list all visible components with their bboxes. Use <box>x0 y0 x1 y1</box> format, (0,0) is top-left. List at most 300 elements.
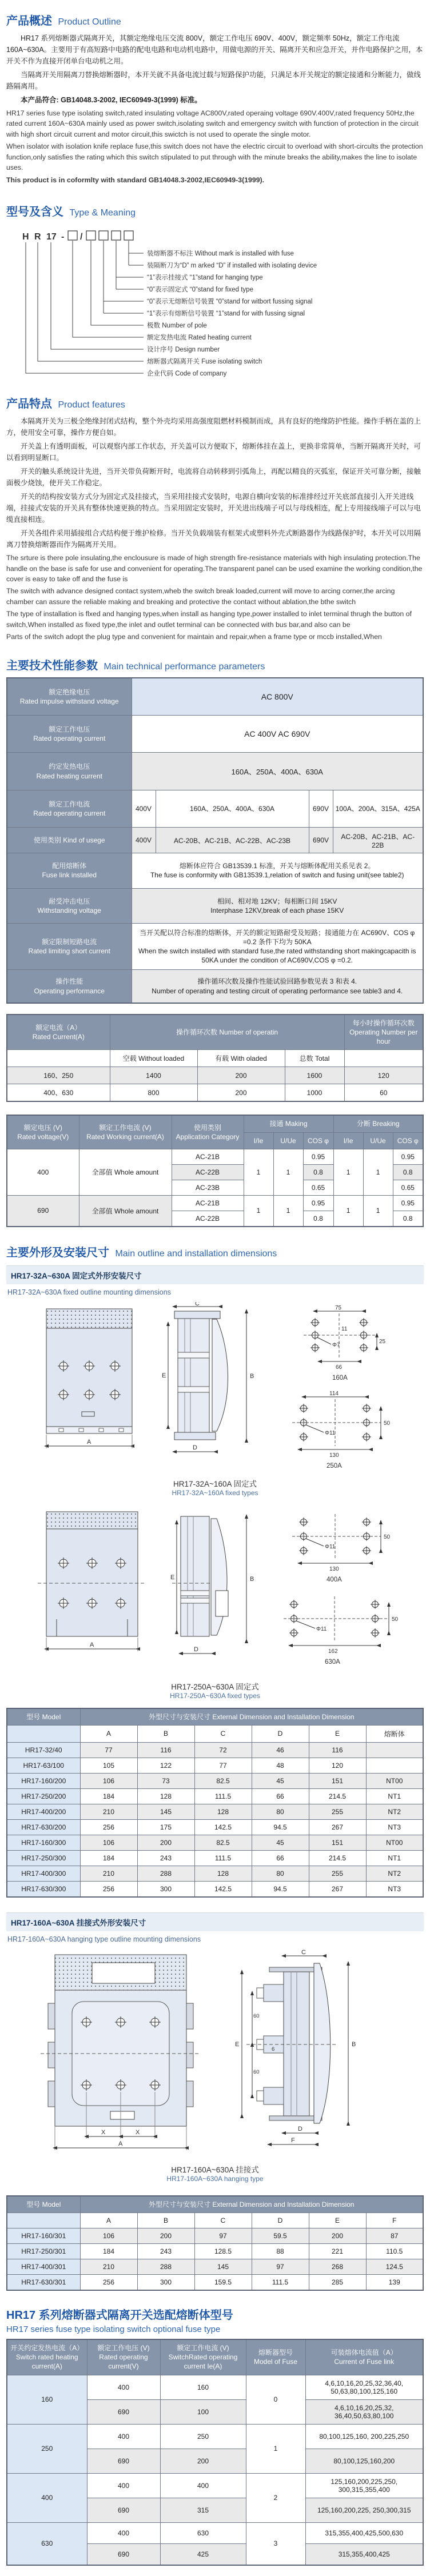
section-heading-features <box>6 394 424 411</box>
dim-cell: 94.5 <box>252 1819 309 1835</box>
type-label: “0”表示固定式 “0”stand for fixed type <box>147 286 253 294</box>
cell-voltage: 400 <box>87 2424 160 2449</box>
cell-voltage: 690 <box>87 2449 160 2473</box>
param-volt: 400V <box>132 828 156 853</box>
model-cell: HR17-630/300 <box>7 1881 80 1897</box>
side-view <box>162 1302 254 1452</box>
type-label: “0”表示无熔断信号装置 “0”stand for witbort fussing signal <box>147 298 313 306</box>
code-dash: - <box>61 232 65 242</box>
dim-cell: 120 <box>309 1758 366 1773</box>
pattern-title: 160A <box>332 1374 348 1381</box>
cell-fuse-model: 3 <box>246 2522 305 2565</box>
type-label: 极数 Number of pole <box>147 322 207 330</box>
dim-label-6: 6 <box>272 2046 275 2052</box>
feature-english: The type of installation is flxed and hanging types,when install as hanging type,power installed to inlet terminal thrugh the button of switch,When installed as fixed type,the inlet and outlet terminal can be connected with bus bar,and also can be <box>6 610 412 629</box>
dim-cell: 66 <box>252 1788 309 1804</box>
heading-zh: 产品概述 <box>6 15 52 27</box>
dim-cell: 80 <box>252 1804 309 1819</box>
feature-paragraph: 本隔离开关为三极全绝缘封闭式结构，整个外壳均采用高强度阻燃材料模制而成，具有良好的绝缘防护性能。操作手柄在盖的上方，使用安全可靠，操作方便自如。 <box>6 417 421 437</box>
dim-cell: 142.5 <box>194 1819 252 1835</box>
type-label: 装隔断刀为“D” m arked “D” if installed with isolating device <box>147 262 317 270</box>
sub-header: I/Ie <box>333 1132 363 1149</box>
col-letter: D <box>252 1725 309 1742</box>
dim-cell: 66 <box>252 1850 309 1866</box>
cell-current: 630 <box>160 2522 246 2543</box>
section-heading-fuse: HR17 系列熔断器式隔离开关选配熔断体型号 HR17 series fuse type isolating switch optional fuse type <box>6 2309 233 2335</box>
dim-label-F: F <box>291 2136 295 2144</box>
cell: 160、250 <box>7 1067 110 1084</box>
caption-hanging: HR17-160A~630A 挂接式 HR17-160A~630A hanging type <box>166 2165 264 2183</box>
col-header: 额定工作电压 (V) Rated operating current(V) <box>87 2339 160 2375</box>
dim-cell: 288 <box>137 1866 194 1881</box>
param-value: 熔断体应符合 GB13539.1 标准，开关与熔断体配用关系见表 2。 The fuse is conformity with GB13539.1,relation of switch and fusing unit(see table2) <box>132 853 423 888</box>
heading-en: Product Outline <box>58 17 121 27</box>
col-letter: B <box>137 1725 194 1742</box>
heading-zh: 主要外形及安装尺寸 <box>6 1246 109 1259</box>
model-cell: HR17-160/301 <box>7 2228 80 2244</box>
cell: 1 <box>363 1149 393 1195</box>
outline-english-standard: This product is in coformlty with standard GB14048.3-2002,IEC60949-3(1999). <box>6 175 265 184</box>
side-view <box>235 1949 356 2144</box>
dim-11: 11 <box>341 1325 348 1332</box>
cell-current: 160 <box>160 2375 246 2399</box>
cell: 1 <box>333 1195 363 1227</box>
dim-phi7: Φ7 <box>332 1341 340 1348</box>
cell-heating-current: 630 <box>7 2522 87 2565</box>
code-letter: H <box>22 232 29 242</box>
param-volt: 690V <box>309 828 333 853</box>
dim-cell: 184 <box>80 2244 137 2259</box>
model-cell: HR17-160/200 <box>7 1773 80 1788</box>
cell-voltage: 690 <box>7 1195 79 1227</box>
fixed-small-drawing <box>6 1302 429 1473</box>
param-volt: 400V <box>132 790 156 827</box>
dim-label-C: C <box>195 1301 200 1307</box>
dim-cell: 97 <box>252 2259 309 2275</box>
type-label: 熔断器式隔离开关 Fuse isolating switch <box>147 358 262 366</box>
dim-cell <box>366 1742 423 1758</box>
col-letter: B <box>137 2213 194 2228</box>
dim-cell: 73 <box>137 1773 194 1788</box>
col-header: 使用类别 Application Category <box>172 1115 244 1149</box>
dim-label-B: B <box>250 1372 254 1380</box>
cell-heating-current: 400 <box>7 2473 87 2522</box>
param-value: 100A、200A、315A、425A <box>333 790 423 827</box>
col-letter: C <box>194 1725 252 1742</box>
empty-cell <box>7 1725 80 1742</box>
param-value: 160A、250A、400A、630A <box>156 790 309 827</box>
col-header: 额定工作电流 (V) SwitchRated operating current Ie(A) <box>160 2339 246 2375</box>
cell-fuse-links: 4,6,10,16,20,25,32,36,40, 50,63,80,100,125,160 <box>305 2375 423 2399</box>
param-value: 当开关配以符合标准的熔断体，开关的额定短路耐受及短路；接通能力在 AC690V、COS φ =0.2 条件下均为 50KA When the switch installed with standard fuse,the rated withstanding short makingcapacith is 50KA under the condition of AC690V,COS φ =0.2. <box>132 924 423 970</box>
code-box <box>112 231 121 240</box>
model-cell: HR17-250/200 <box>7 1788 80 1804</box>
dim-cell: NT3 <box>366 1819 423 1835</box>
cell: 1600 <box>285 1067 344 1084</box>
hole-pattern-400A <box>292 1514 391 1583</box>
col-header: 额定电流（A） Rated Current(A) <box>7 1015 110 1050</box>
dim-cell: 94.5 <box>252 1881 309 1897</box>
dim-cell: 256 <box>80 1881 137 1897</box>
cell-current: 200 <box>160 2449 246 2473</box>
cell-amount: 全部值 Whole amount <box>79 1149 172 1195</box>
dim-cell: NT3 <box>366 1881 423 1897</box>
dim-cell: 255 <box>309 1804 366 1819</box>
fixed-dimensions-bar-en: HR17-32A~630A fixed outline mounting dimensions <box>7 1288 171 1296</box>
dim-cell: 82.5 <box>194 1773 252 1788</box>
feature-paragraph: 开关盖上有透明面板，可以观察内部工作状态，开关盖可以方便取下，熔断体挂在盖上，更换非常简单，当断开隔离开关时，可以看到明显断口。 <box>6 442 421 462</box>
param-value: 操作循环次数及操作性能试验回路参数见表 3 和表 4. Number of operating and testing circuit of operating performance see table3 and 4. <box>132 970 423 1003</box>
dim-cell: 122 <box>137 1758 194 1773</box>
pattern-title: 630A <box>325 1658 340 1666</box>
model-cell: HR17-160/300 <box>7 1835 80 1850</box>
param-row-header: 耐受冲击电压 Withstanding voltage <box>7 888 132 923</box>
col-header-breaking: 分断 Breaking <box>333 1115 423 1132</box>
param-row-header: 配用熔断体 Fuse link installed <box>7 853 132 888</box>
connector-lines <box>26 241 144 373</box>
fixed-dimensions-bar: HR17-32A~630A 固定式外形安装尺寸 <box>6 1265 424 1284</box>
dim-cell: 268 <box>309 2259 366 2275</box>
model-cell: HR17-63/100 <box>7 1758 80 1773</box>
dim-cell: 111.5 <box>194 1788 252 1804</box>
dim-label-60: 60 <box>253 2012 260 2019</box>
cell: 1000 <box>285 1084 344 1102</box>
dim-cell: 48 <box>252 1758 309 1773</box>
col-letter: 熔断体 <box>366 1725 423 1742</box>
dim-cell: 267 <box>309 1819 366 1835</box>
cell-current: 100 <box>160 2399 246 2424</box>
col-letter: D <box>252 2213 309 2228</box>
empty-cell <box>344 1050 423 1067</box>
sub-header: U/Ue <box>273 1132 303 1149</box>
dim-cell: 221 <box>309 2244 366 2259</box>
cell-fuse-links: 125,160,200,225, 250,300,315 <box>305 2498 423 2522</box>
dim-cell: 111.5 <box>252 2275 309 2291</box>
code-number: 17 <box>46 232 57 242</box>
dim-cell: 128 <box>194 1866 252 1881</box>
dim-cell: 59.5 <box>252 2228 309 2244</box>
dim-cell: 124.5 <box>366 2259 423 2275</box>
col-header: 开关约定发热电流（A） Switch rated heating current(A) <box>7 2339 87 2375</box>
param-row-header: 额定限制短路电流 Rated limiting short current <box>7 924 132 970</box>
type-label: “1”表示有熔断信号装置 “1”stand for with fussing signal <box>147 310 305 318</box>
dim-label-B: B <box>352 2040 356 2048</box>
type-label: 企业代码 Code of company <box>147 370 227 378</box>
cell-current: 315 <box>160 2498 246 2522</box>
cell-category: AC-21B <box>172 1195 244 1211</box>
cell-category: AC-21B <box>172 1149 244 1164</box>
feature-english: The srture is there pole insulating,the enclousure is made of high strength fire-resistance materials with high insulating protection.The handle on the base is safe for use and convenient for operating.The transparent panel can be used examine the working condition,the cover is easy to take off and the fuse is <box>6 554 423 583</box>
sub-header: 空载 Without loaded <box>110 1050 197 1067</box>
cell-voltage: 400 <box>87 2522 160 2543</box>
param-value: 160A、250A、400A、630A <box>132 753 423 790</box>
param-value: AC-20B、AC-21B、AC-22B、AC-23B <box>156 828 309 853</box>
dim-cell: NT1 <box>366 1788 423 1804</box>
dim-cell: 105 <box>80 1758 137 1773</box>
cell-fuse-links: 80,100,125,160,200 <box>305 2449 423 2473</box>
cell: 200 <box>197 1084 285 1102</box>
dim-75: 75 <box>335 1304 342 1311</box>
hole-pattern-630A <box>284 1596 399 1666</box>
cell-current: 250 <box>160 2424 246 2449</box>
dim-130: 130 <box>329 1565 339 1572</box>
type-meaning-diagram <box>6 223 429 384</box>
cell-cos: 0.95 <box>393 1195 423 1211</box>
dim-label-D: D <box>193 1444 197 1451</box>
dim-cell: 210 <box>80 1866 137 1881</box>
dim-cell: 200 <box>137 1835 194 1850</box>
cell-current: 425 <box>160 2543 246 2565</box>
type-label: “1”表示挂接式 “1”stand for hanging type <box>147 274 263 282</box>
heading-zh: 型号及含义 <box>6 206 63 219</box>
front-view <box>41 1955 201 2150</box>
cell-cos: 0.95 <box>393 1149 423 1164</box>
dim-cell: 111.5 <box>194 1850 252 1866</box>
col-letter: A <box>80 1725 137 1742</box>
cell-current: 400 <box>160 2473 246 2498</box>
dim-label-A: A <box>90 1641 94 1648</box>
dim-cell: 72 <box>194 1742 252 1758</box>
outline-standard-line: 本产品符合: GB14048.3-2002, IEC60949-3(1999) 标准。 <box>21 96 202 104</box>
section-heading-outline <box>6 11 424 28</box>
dim-25: 25 <box>379 1338 386 1345</box>
cell: 400、630 <box>7 1084 110 1102</box>
dim-cell: 77 <box>80 1742 137 1758</box>
dim-66: 66 <box>336 1364 343 1371</box>
dim-phi11: Φ11 <box>325 1429 336 1436</box>
dim-cell: 288 <box>137 2259 194 2275</box>
hanging-dimensions-bar-en: HR17-160A~630A hanging type outline mounting dimensions <box>7 1935 201 1943</box>
fixed-dimensions-table <box>6 1708 424 1898</box>
param-row-header: 额定绝缘电压 Rated impulse withstand voltage <box>7 678 132 716</box>
dim-162: 162 <box>328 1648 338 1655</box>
cell-fuse-model: 0 <box>246 2375 305 2424</box>
dim-cell: 139 <box>366 2275 423 2291</box>
param-row-header: 额定工作电压 Rated operating current <box>7 715 132 752</box>
col-letter: E <box>309 1725 366 1742</box>
dim-cell: 267 <box>309 1881 366 1897</box>
model-cell: HR17-630/200 <box>7 1819 80 1835</box>
outline-paragraph: 当隔离开关用隔离刀替换熔断器时，本开关就不具备电流过载与短路保护功能，只满足本开关规定的额定接通和分断能力，做线路隔离用。 <box>6 71 421 90</box>
cell-voltage: 400 <box>87 2473 160 2498</box>
heading-zh: 产品特点 <box>6 398 52 411</box>
cell: 120 <box>344 1067 423 1084</box>
dim-cell: NT2 <box>366 1866 423 1881</box>
model-cell: HR17-400/200 <box>7 1804 80 1819</box>
col-header-model: 型号 Model <box>7 1708 80 1726</box>
dim-cell: 285 <box>309 2275 366 2291</box>
cell-cos: 0.65 <box>303 1180 333 1195</box>
operating-cycles-table <box>6 1014 424 1103</box>
feature-paragraph: 开关的触头系统设计先进，当开关带负荷断开时，电流将自动转移到引弧角上，再配以精良的灭弧室，保证开关可靠分断，接触面极少烧蚀，使开关工作稳定。 <box>6 468 421 488</box>
col-header: 额定工作电流 (V) Rated Working current(A) <box>79 1115 172 1149</box>
caption-fixed-large: HR17-250A~630A 固定式 HR17-250A~630A fixed types <box>170 1682 260 1700</box>
col-header-span: 外型尺寸与安装尺寸 External Dimension and Installation Dimension <box>80 1708 423 1726</box>
code-box <box>124 231 133 240</box>
cell-heating-current: 160 <box>7 2375 87 2424</box>
dim-cell: 300 <box>137 1881 194 1897</box>
dim-label-E: E <box>162 1372 166 1379</box>
dim-50: 50 <box>384 1533 391 1540</box>
param-row-header: 约定发热电压 Rated heating current <box>7 753 132 790</box>
dim-label-E: E <box>170 1573 175 1581</box>
cell-voltage: 400 <box>87 2375 160 2399</box>
type-label: 装熔断器不标注 Without mark is installed with fuse <box>147 250 294 258</box>
making-breaking-table <box>6 1115 424 1227</box>
dim-cell: 142.5 <box>194 1881 252 1897</box>
model-cell: HR17-630/301 <box>7 2275 80 2291</box>
dim-130: 130 <box>329 1452 339 1459</box>
hanging-dimensions-bar: HR17-160A~630A 挂接式外形安装尺寸 <box>6 1912 424 1931</box>
col-header: 操作循环次数 Number of operatin <box>110 1015 344 1050</box>
dim-cell: NT00 <box>366 1835 423 1850</box>
col-header: 熔断器型号 Model of Fuse <box>246 2339 305 2375</box>
param-row-header: 操作性能 Operating performance <box>7 970 132 1003</box>
outline-english: HR17 series fuse type isolating switch,rated insulating voltage AC800V,rated operaing voltage 690V.400V,rated frequency 50Hz,the rated current 160A~630A mainly used as power switch,isolating switch and emergency switch with function of protection in the circuit with high short circuit current and motor circuit,this swictch is not used to operate the single motor. <box>6 109 419 138</box>
cell-voltage: 690 <box>87 2399 160 2424</box>
dim-label-A: A <box>118 2140 123 2147</box>
dim-cell: 200 <box>309 2228 366 2244</box>
param-value: AC-20B、AC-21B、AC-22B <box>333 828 423 853</box>
param-row-header: 额定工作电流 Rated operating current <box>7 790 132 827</box>
sub-header: COS φ <box>393 1132 423 1149</box>
dim-50: 50 <box>392 1616 399 1623</box>
cell-voltage: 690 <box>87 2543 160 2565</box>
dim-cell: 184 <box>80 1850 137 1866</box>
cell-category: AC-23B <box>172 1180 244 1195</box>
cell-cos: 0.8 <box>393 1164 423 1180</box>
front-view <box>38 1512 146 1651</box>
model-cell: HR17-250/300 <box>7 1850 80 1866</box>
dim-cell: 300 <box>137 2275 194 2291</box>
heading-en: Product features <box>58 400 125 410</box>
param-row-header: 使用类别 Kind of usege <box>7 828 132 853</box>
param-value: AC 400V AC 690V <box>132 715 423 752</box>
heading-en: Main technical performance parameters <box>103 661 265 672</box>
cell-category: AC-22B <box>172 1164 244 1180</box>
col-header-span: 外型尺寸与安装尺寸 External Dimension and Installation Dimension <box>80 2196 423 2213</box>
model-cell: HR17-250/301 <box>7 2244 80 2259</box>
type-label: 设计序号 Design number <box>147 346 220 354</box>
cell-voltage: 400 <box>7 1149 79 1195</box>
col-header-model: 型号 Model <box>7 2196 80 2213</box>
dim-label-C: C <box>301 1948 306 1956</box>
section-heading-params <box>6 656 424 673</box>
cell-fuse-links: 125,160,200,225,250, 300,315,355,400 <box>305 2473 423 2498</box>
dim-cell: 145 <box>194 2259 252 2275</box>
cell: 1400 <box>110 1067 197 1084</box>
dim-cell: 151 <box>309 1835 366 1850</box>
col-header: 额定电压 (V) Rated voltage(V) <box>7 1115 79 1149</box>
cell-cos: 0.95 <box>303 1195 333 1211</box>
dim-label-B: B <box>250 1575 254 1583</box>
cell: 200 <box>197 1067 285 1084</box>
caption-fixed-small: HR17-32A~160A 固定式 HR17-32A~160A fixed types <box>172 1479 258 1497</box>
dim-cell: 175 <box>137 1819 194 1835</box>
dim-cell: 243 <box>137 1850 194 1866</box>
col-header-making: 接通 Making <box>244 1115 333 1132</box>
cell-fuse-links: 315,355,400,425,500,630 <box>305 2522 423 2543</box>
dim-cell: 184 <box>80 1788 137 1804</box>
cell: 1 <box>273 1195 303 1227</box>
model-cell: HR17-400/300 <box>7 1866 80 1881</box>
dim-cell: 159.5 <box>194 2275 252 2291</box>
feature-english: Parts of the switch adopt the plug type and convenient for maintain and repair,when a frame type or mccb installed,When <box>6 633 382 641</box>
outline-english: When isolator with isolation knife replace fuse,this switch does not have the electric circuit to overload with short-circults the protection function,only satisfies the rating which this switch stipulated to put through with the minute breaks the ability,makes the line to isolate uses. <box>6 142 423 172</box>
side-view <box>170 1516 254 1654</box>
hanging-dimensions-table <box>6 2195 424 2291</box>
hole-pattern-250A <box>292 1391 391 1469</box>
code-slash: / <box>80 232 83 242</box>
dim-cell: 128.5 <box>194 2244 252 2259</box>
model-cell: HR17-32/40 <box>7 1742 80 1758</box>
dim-phi11: Φ11 <box>325 1543 336 1550</box>
dim-cell: 110.5 <box>366 2244 423 2259</box>
fixed-large-drawing <box>6 1505 429 1676</box>
pattern-title: 250A <box>327 1462 342 1469</box>
dim-cell: 106 <box>80 1773 137 1788</box>
col-letter: A <box>80 2213 137 2228</box>
col-header: 可装熔体电流值（A） Current of Fuse link <box>305 2339 423 2375</box>
code-letter: R <box>34 232 41 242</box>
dim-cell: 256 <box>80 2275 137 2291</box>
section-heading-dimensions <box>6 1243 424 1260</box>
cell: 1 <box>333 1149 363 1195</box>
sub-header: COS φ <box>303 1132 333 1149</box>
cell-heating-current: 250 <box>7 2424 87 2473</box>
dim-cell: 46 <box>252 1742 309 1758</box>
dim-cell: 116 <box>137 1742 194 1758</box>
feature-paragraph: 开关各组件采用插接组合式结构便于维护检修。当开关负载端装有框架式或塑料外壳式断路器作为线路保护时，本开关可以用隔离刀替换熔断器而作为隔离开关用。 <box>6 529 421 549</box>
cell-voltage: 690 <box>87 2498 160 2522</box>
pattern-title: 400A <box>327 1576 342 1583</box>
sub-header: 总数 Total <box>285 1050 344 1067</box>
dim-50: 50 <box>384 1420 391 1427</box>
cell-fuse-links: 315,355,400,425 <box>305 2543 423 2565</box>
cell: 1 <box>363 1195 393 1227</box>
dim-cell: 214.5 <box>309 1850 366 1866</box>
dim-cell: 88 <box>252 2244 309 2259</box>
feature-english: The switch with advance designed contact system,wheb the switch break loaded,current will move to arcing corner,the arcing chamber can assure the reliable making and breaking and protective the contact without ablation,the bthe switch <box>6 587 395 606</box>
heading-en: Main outline and installation dimensions <box>115 1248 277 1259</box>
cell-cos: 0.8 <box>303 1211 333 1227</box>
cell-cos: 0.8 <box>393 1211 423 1227</box>
dim-cell: 128 <box>194 1804 252 1819</box>
cell-fuse-links: 80,100,125,160, 200,225,250 <box>305 2424 423 2449</box>
dim-cell: 45 <box>252 1773 309 1788</box>
param-value: 相间、相对地 12KV；每相断口间 15KV Interphase 12KV,break of each phase 15KV <box>132 888 423 923</box>
dim-label-60: 60 <box>253 2068 260 2075</box>
dim-label-X: X <box>136 2128 140 2136</box>
hanging-drawing <box>6 1949 429 2155</box>
dim-cell: 77 <box>194 1758 252 1773</box>
empty-cell <box>7 1050 110 1067</box>
dim-label-A: A <box>87 1438 91 1445</box>
param-value: AC 800V <box>132 678 423 716</box>
dim-cell: 145 <box>137 1804 194 1819</box>
parameters-table <box>6 677 424 1004</box>
cell-amount: 全部值 Whole amount <box>79 1195 172 1227</box>
col-header: 每小时操作循环次数 Operating Number per hour <box>344 1015 423 1050</box>
col-letter: E <box>309 2213 366 2228</box>
cell: 1 <box>273 1149 303 1195</box>
dim-cell: 80 <box>252 1866 309 1881</box>
dim-cell: 255 <box>309 1866 366 1881</box>
cell: 800 <box>110 1084 197 1102</box>
hole-pattern-160A <box>304 1305 386 1381</box>
dim-cell: 45 <box>252 1835 309 1850</box>
dim-cell: NT1 <box>366 1850 423 1866</box>
